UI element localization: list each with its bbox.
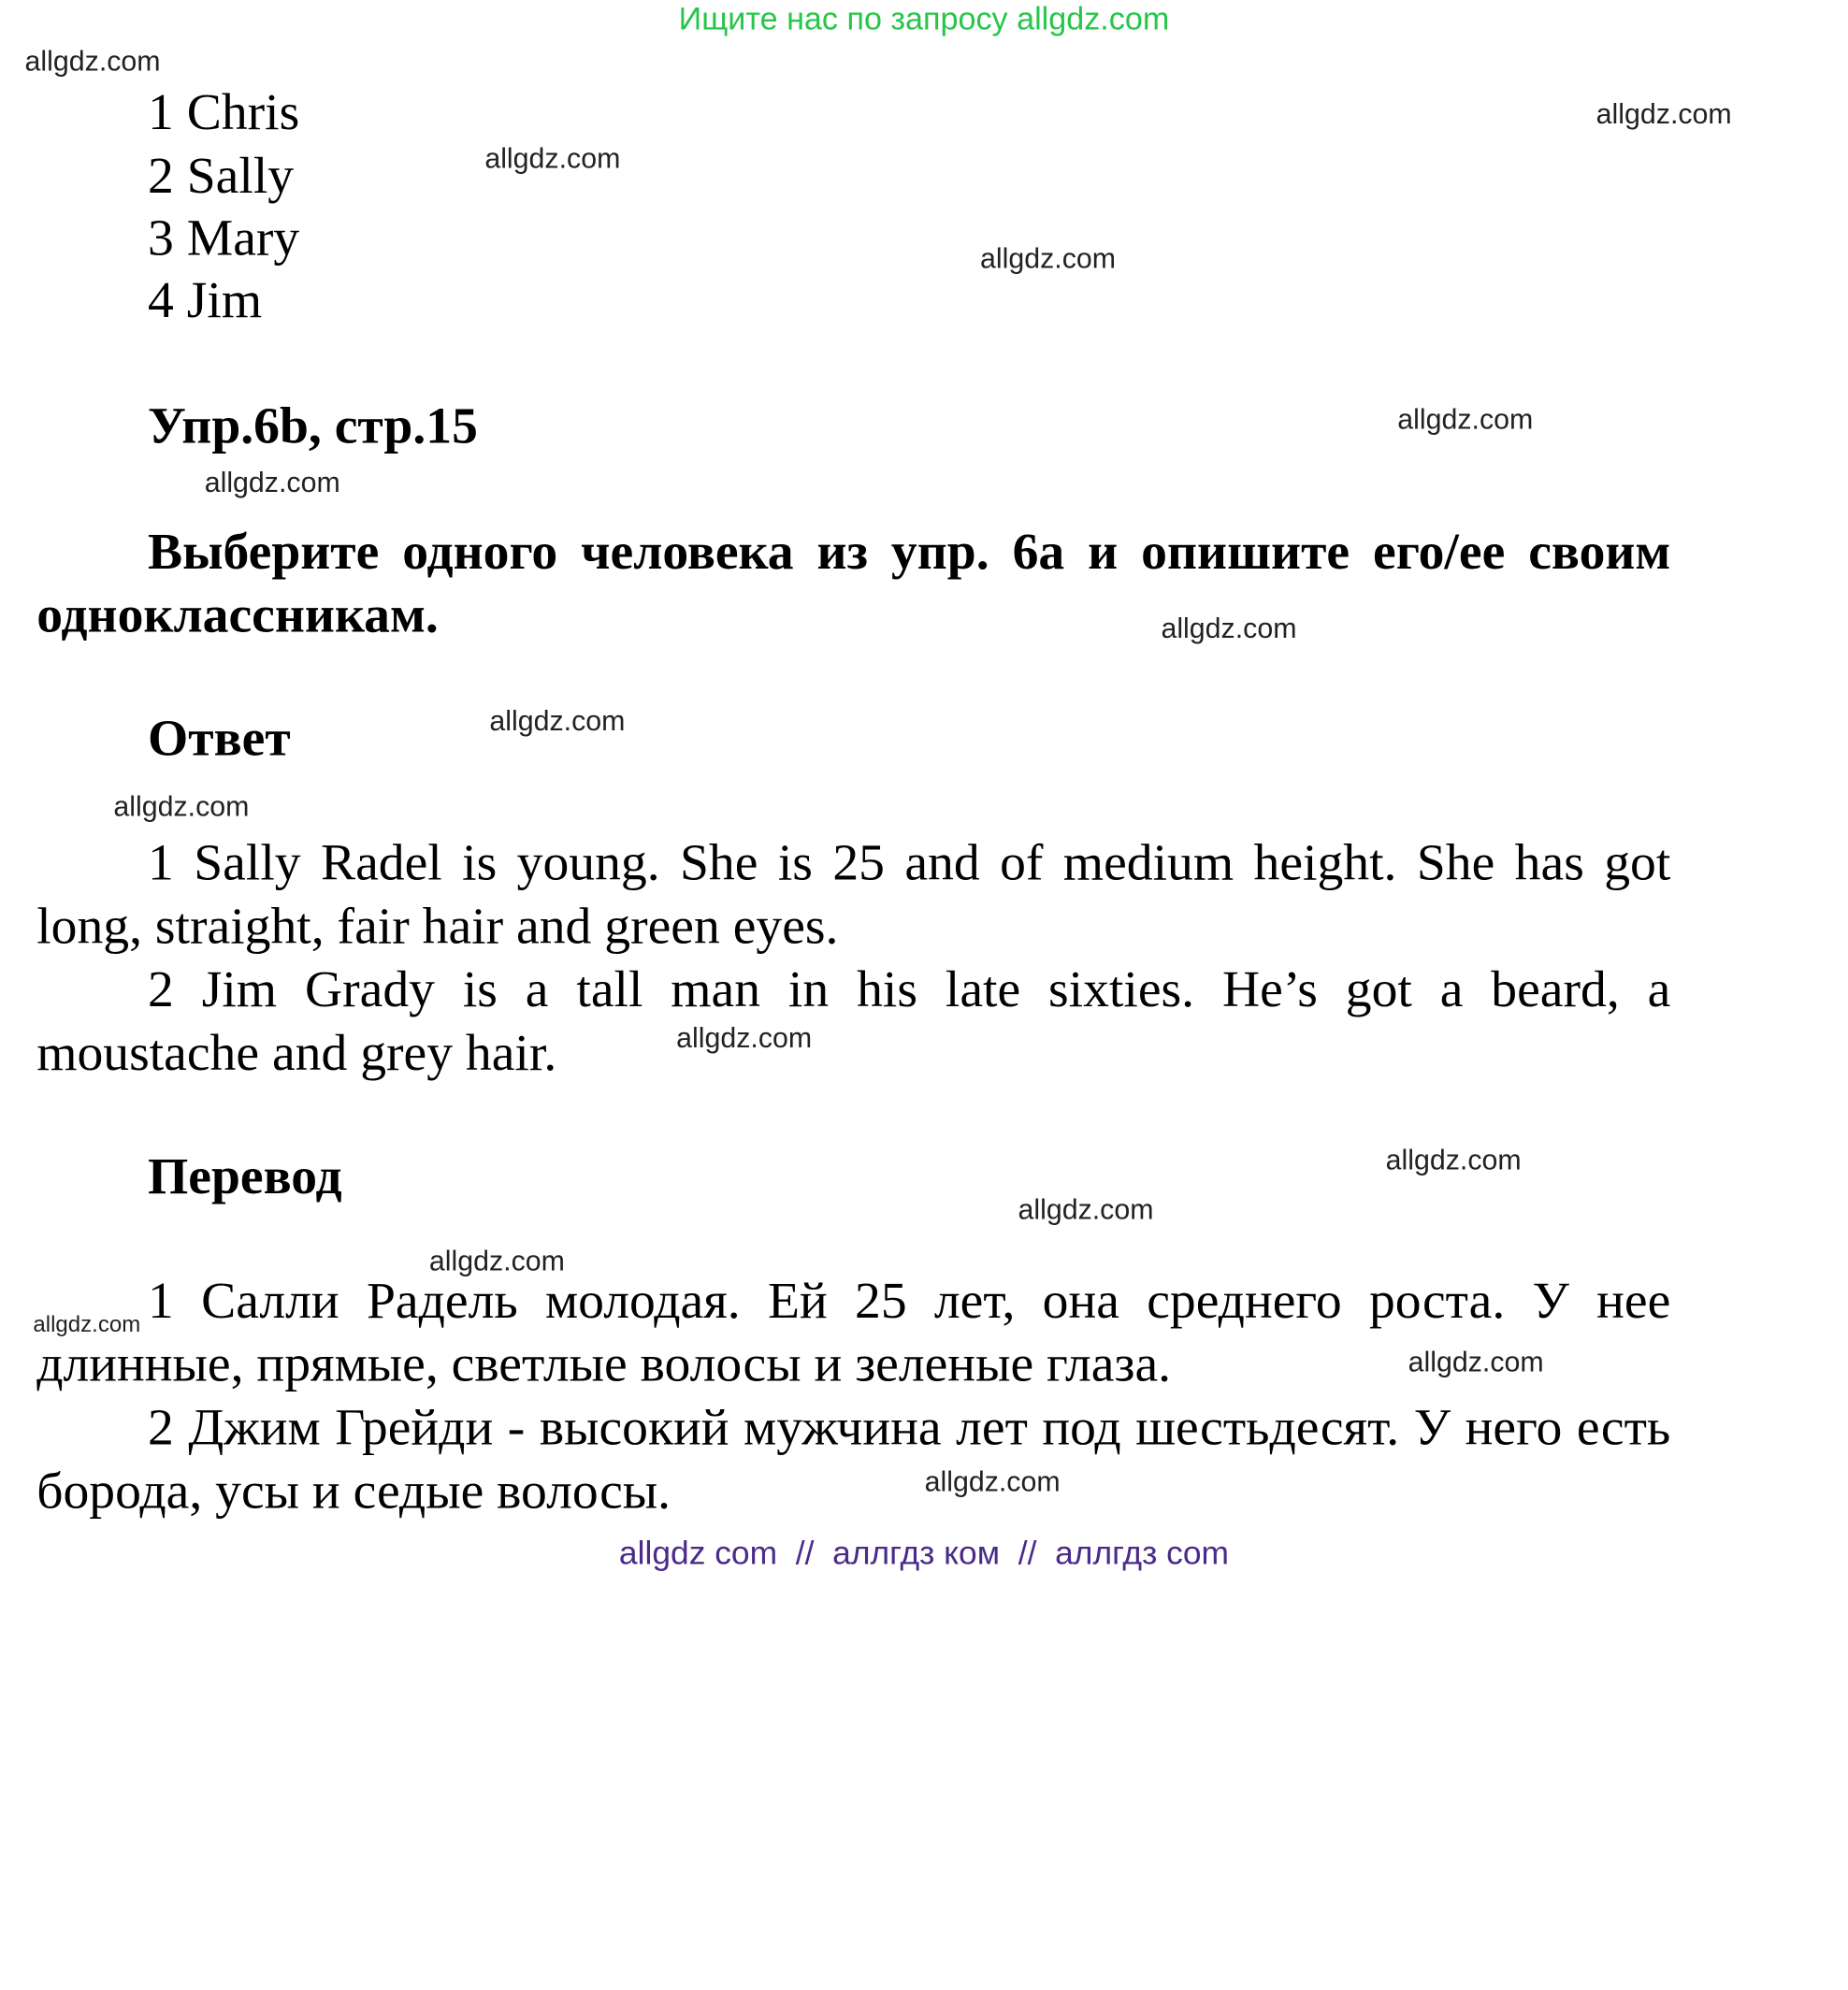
watermark: allgdz.com — [1595, 98, 1732, 131]
exercise-title: Упр.6b, стр.15 — [148, 397, 478, 454]
watermark: allgdz.com — [980, 242, 1117, 275]
watermark: allgdz.com — [113, 791, 250, 824]
bottom-banner-part: аллгдз com — [1055, 1535, 1230, 1572]
watermark: allgdz.com — [924, 1466, 1061, 1499]
watermark: allgdz.com — [1161, 613, 1297, 645]
translation-heading: Перевод — [148, 1146, 342, 1205]
answer-paragraph: 2 Jim Grady is a tall man in his late sixties. He’s got a beard, a moustache and grey hair. — [36, 960, 1671, 1082]
watermark: allgdz.com — [428, 1246, 565, 1278]
watermark: allgdz.com — [204, 467, 340, 499]
answer-heading: Ответ — [148, 709, 291, 767]
watermark: allgdz.com — [33, 1312, 141, 1338]
watermark: allgdz.com — [489, 705, 626, 738]
bottom-banner — [0, 1536, 1848, 1572]
list-item: 4 Jim — [148, 271, 263, 329]
bottom-banner-separator: // — [1018, 1535, 1037, 1572]
list-item: 1 Chris — [148, 83, 300, 141]
list-item: 2 Sally — [148, 146, 295, 205]
bottom-banner-separator: // — [795, 1535, 815, 1572]
watermark: allgdz.com — [1397, 403, 1534, 436]
watermark: allgdz.com — [1385, 1145, 1522, 1177]
watermark: allgdz.com — [24, 45, 161, 78]
bottom-banner-part: allgdz com — [618, 1535, 778, 1572]
list-item: 3 Mary — [148, 209, 300, 267]
watermark: allgdz.com — [484, 143, 621, 176]
answer-paragraph: 1 Sally Radel is young. She is 25 and of medium height. She has got long, straight, fair hair and green eyes. — [36, 833, 1671, 955]
exercise-task: Выберите одного человека из упр. 6а и опишите его/ее своим одноклассникам. — [36, 522, 1671, 644]
bottom-banner-part: аллгдз ком — [832, 1535, 1001, 1572]
translation-paragraph: 2 Джим Грейди - высокий мужчина лет под шестьдесят. У него есть борода, усы и седые волосы. — [36, 1398, 1671, 1520]
watermark: allgdz.com — [1018, 1194, 1154, 1226]
watermark: allgdz.com — [676, 1022, 813, 1055]
top-search-banner: Ищите нас по запросу allgdz.com — [678, 1, 1170, 36]
watermark: allgdz.com — [1408, 1347, 1544, 1379]
translation-paragraph: 1 Салли Радель молодая. Ей 25 лет, она среднего роста. У нее длинные, прямые, светлые волосы и зеленые глаза. — [36, 1271, 1671, 1393]
